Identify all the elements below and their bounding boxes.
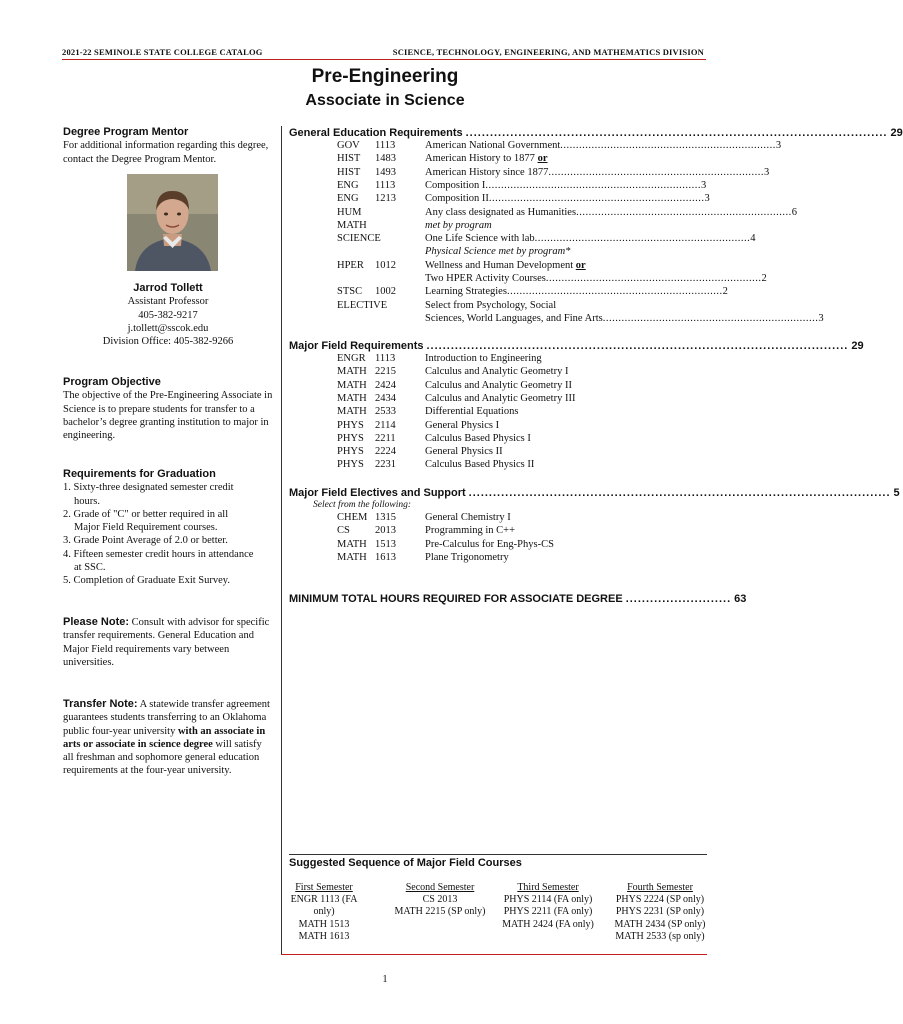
sequence-course: PHYS 2224 (SP only) xyxy=(615,894,705,906)
transfer-note-text-2: will satisfy all freshman and sophomore general education requirements at the four-year university. xyxy=(63,738,262,777)
course-title: Calculus and Analytic Geometry I xyxy=(425,366,569,378)
gen-ed-rows xyxy=(289,139,824,329)
course-title: Any class designated as Humanities xyxy=(425,206,577,218)
course-hours: 3 xyxy=(704,193,710,205)
or-connector: or xyxy=(537,153,548,165)
course-description xyxy=(425,419,657,432)
course-description xyxy=(425,392,657,405)
graduation-item: Major Field Requirement courses. xyxy=(74,522,218,534)
course-hours: 2 xyxy=(722,286,728,298)
course-description xyxy=(425,538,657,551)
page-subtitle: Associate in Science xyxy=(305,92,465,109)
course-title: American History since 1877 xyxy=(425,166,549,178)
course-hours: 4 xyxy=(750,233,756,245)
course-hours: 2 xyxy=(761,273,767,284)
sequence-course: MATH 1613 xyxy=(298,930,350,942)
course-title: American National Government xyxy=(425,140,561,151)
major-rows xyxy=(289,352,707,477)
leader-dots: ........................................................................................................ xyxy=(426,340,849,352)
course-title: Composition II xyxy=(425,193,489,205)
transfer-note-text: A statewide transfer agreement guarantees students transferring to an Oklahoma public four-year university xyxy=(63,699,270,737)
course-description xyxy=(425,152,657,165)
mentor-contact xyxy=(63,282,273,348)
sequence-rule xyxy=(289,854,707,855)
graduation-section xyxy=(63,468,273,588)
semester-heading: Third Semester xyxy=(517,882,579,893)
course-description xyxy=(425,511,657,524)
course-description xyxy=(425,192,710,205)
gen-ed-title: General Education Requirements xyxy=(289,127,463,139)
sequence-course: MATH 2533 (sp only) xyxy=(615,930,705,942)
graduation-item: 1. Sixty-three designated semester credit xyxy=(63,482,234,494)
or-connector: or xyxy=(575,259,586,271)
sequence-column xyxy=(608,882,712,943)
course-title: Composition I xyxy=(425,179,486,191)
course-number: 2114 xyxy=(375,419,396,431)
course-subject: ELECTIVE xyxy=(337,299,388,311)
leader-dots: ..................................................................... xyxy=(548,166,764,178)
course-title: Select from Psychology, Social xyxy=(425,299,557,311)
course-description xyxy=(425,312,824,325)
minimum-hours: 63 xyxy=(734,593,747,605)
transfer-note-bold: with an associate in arts or associate in science degree xyxy=(63,725,266,750)
objective-text: The objective of the Pre-Engineering Associate in Science is to prepare students for transfer to a bachelor’s degree granting institution to major in engineering. xyxy=(63,390,273,442)
mentor-role: Assistant Professor xyxy=(127,296,209,308)
course-subject: GOV xyxy=(337,140,360,151)
course-subject: CHEM xyxy=(337,512,368,523)
sequence-course: CS 2013 xyxy=(422,894,458,906)
sequence-column xyxy=(498,882,598,931)
course-title: Learning Strategies xyxy=(425,286,507,298)
major-hours: 29 xyxy=(851,340,864,352)
course-hours: 6 xyxy=(791,206,797,218)
course-subject: MATH xyxy=(337,379,367,391)
sequence-course: PHYS 2114 (FA only) xyxy=(503,894,593,906)
course-title: General Physics I xyxy=(425,419,500,431)
course-title: Two HPER Activity Courses xyxy=(425,273,546,284)
course-description xyxy=(425,458,657,471)
course-description xyxy=(425,206,797,219)
mentor-phone: 405-382-9217 xyxy=(138,309,198,321)
course-subject: ENG xyxy=(337,179,359,191)
electives-section xyxy=(289,487,900,571)
course-number: 2533 xyxy=(375,406,396,418)
column-divider xyxy=(281,126,282,954)
course-description xyxy=(425,551,657,564)
course-subject: PHYS xyxy=(337,446,364,458)
division-office: Division Office: 405-382-9266 xyxy=(102,336,234,348)
course-subject: HPER xyxy=(337,259,364,271)
sequence-course: MATH 2424 (FA only) xyxy=(502,918,594,930)
electives-title: Major Field Electives and Support xyxy=(289,487,466,499)
course-subject: MATH xyxy=(337,551,367,563)
course-number: 2231 xyxy=(375,459,396,471)
course-hours: 3 xyxy=(763,166,770,178)
mentor-heading: Degree Program Mentor xyxy=(63,126,189,138)
course-description xyxy=(425,432,657,445)
minimum-heading xyxy=(289,593,747,605)
course-number: 1513 xyxy=(375,538,396,550)
sequence-column xyxy=(386,882,494,919)
course-number: 2424 xyxy=(375,379,396,391)
course-title: General Physics II xyxy=(425,446,503,458)
course-description xyxy=(425,299,657,312)
course-hours: 3 xyxy=(818,312,824,324)
course-title: Programming in C++ xyxy=(425,525,516,537)
course-description xyxy=(425,139,782,152)
course-number: 1315 xyxy=(375,512,396,523)
course-description xyxy=(425,445,657,458)
mentor-section xyxy=(63,126,273,166)
mentor-name: Jarrod Tollett xyxy=(133,282,203,294)
semester-heading: Fourth Semester xyxy=(627,882,693,893)
graduation-item: 5. Completion of Graduate Exit Survey. xyxy=(63,575,230,587)
semester-heading: First Semester xyxy=(295,882,353,893)
course-number: 2224 xyxy=(375,446,396,458)
course-description xyxy=(425,179,707,192)
major-section xyxy=(289,340,864,477)
leader-dots: ..................................................................... xyxy=(560,140,776,151)
course-number: 2434 xyxy=(375,392,396,404)
course-title: Introduction to Engineering xyxy=(425,353,542,364)
course-description xyxy=(425,219,657,232)
gen-ed-heading xyxy=(289,127,903,139)
course-title: Wellness and Human Development xyxy=(425,259,574,271)
course-title: met by program xyxy=(425,219,492,231)
semester-heading: Second Semester xyxy=(405,882,475,893)
course-subject: PHYS xyxy=(337,432,364,444)
course-hours: 3 xyxy=(775,140,782,151)
sequence-course: MATH 1513 xyxy=(298,918,350,930)
course-number: 1113 xyxy=(375,353,396,364)
course-title: Differential Equations xyxy=(425,406,519,418)
major-heading xyxy=(289,340,864,352)
division-header: SCIENCE, TECHNOLOGY, ENGINEERING, AND MATHEMATICS DIVISION xyxy=(392,47,704,57)
course-description xyxy=(425,379,657,392)
course-title: Calculus and Analytic Geometry II xyxy=(425,379,572,391)
course-number: 1483 xyxy=(375,153,396,165)
graduation-item: 3. Grade Point Average of 2.0 or better. xyxy=(63,535,228,547)
sequence-table xyxy=(282,882,712,952)
course-number: 1213 xyxy=(375,193,396,205)
please-note-label: Please Note: xyxy=(63,616,130,628)
sequence-course: MATH 2215 (SP only) xyxy=(394,906,486,918)
course-subject: MATH xyxy=(337,219,367,231)
course-hours: 3 xyxy=(701,179,707,191)
transfer-note xyxy=(63,698,273,778)
leader-dots: ..................................................................... xyxy=(534,233,751,245)
course-subject: PHYS xyxy=(337,419,364,431)
sequence-section xyxy=(289,857,707,869)
course-description xyxy=(425,352,657,365)
course-number: 1113 xyxy=(375,179,396,191)
course-subject: ENG xyxy=(337,193,359,205)
sequence-course: PHYS 2231 (SP only) xyxy=(615,906,705,918)
sequence-course: ENGR 1113 (FA only) xyxy=(290,894,358,918)
course-subject: MATH xyxy=(337,366,367,378)
course-number: 1012 xyxy=(375,259,396,271)
course-subject: ENGR xyxy=(337,353,366,364)
leader-dots: .......................... xyxy=(625,593,732,605)
course-title: Physical Science met by program* xyxy=(425,246,571,258)
course-title: General Chemistry I xyxy=(425,512,511,523)
minimum-total xyxy=(289,593,747,605)
course-subject: STSC xyxy=(337,286,363,298)
course-subject: MATH xyxy=(337,538,367,550)
course-subject: HIST xyxy=(337,166,361,178)
course-subject: CS xyxy=(337,525,350,537)
course-title: Calculus Based Physics I xyxy=(425,432,531,444)
leader-dots: ..................................................................... xyxy=(602,312,819,324)
transfer-note-label: Transfer Note: xyxy=(63,698,138,710)
course-description xyxy=(425,259,657,272)
graduation-item: 2. Grade of "C" or better required in all xyxy=(63,508,229,520)
sequence-course: MATH 2434 (SP only) xyxy=(614,918,706,930)
leader-dots: ..................................................................... xyxy=(545,273,762,284)
course-number: 2215 xyxy=(375,366,396,378)
page-title: Pre-Engineering xyxy=(311,66,459,87)
leader-dots: ..................................................................... xyxy=(485,179,702,191)
course-number: 1113 xyxy=(375,140,396,151)
graduation-item: at SSC. xyxy=(74,562,106,574)
course-number: 1613 xyxy=(375,551,396,563)
leader-dots: ..................................................................... xyxy=(576,206,792,218)
leader-dots: ........................................................................................................ xyxy=(465,127,888,139)
sequence-column xyxy=(282,882,366,943)
course-description xyxy=(425,365,657,378)
course-description xyxy=(425,232,756,245)
course-description xyxy=(425,272,767,285)
minimum-label: MINIMUM TOTAL HOURS REQUIRED FOR ASSOCIATE DEGREE xyxy=(289,593,623,605)
course-title: Sciences, World Languages, and Fine Arts xyxy=(425,312,603,324)
sequence-course: PHYS 2211 (FA only) xyxy=(503,906,593,918)
graduation-item: hours. xyxy=(74,495,100,507)
course-number: 1493 xyxy=(375,166,396,178)
course-description xyxy=(425,524,657,537)
course-subject: HIST xyxy=(337,153,361,165)
course-number: 2013 xyxy=(375,525,396,537)
sequence-heading: Suggested Sequence of Major Field Courses xyxy=(289,857,522,869)
course-description xyxy=(425,285,728,298)
please-note xyxy=(63,616,273,669)
major-title: Major Field Requirements xyxy=(289,340,424,352)
catalog-header: 2021-22 SEMINOLE STATE COLLEGE CATALOG xyxy=(62,47,263,57)
graduation-heading: Requirements for Graduation xyxy=(63,468,216,480)
course-subject: MATH xyxy=(337,392,367,404)
course-title: One Life Science with lab xyxy=(425,233,535,245)
electives-rows xyxy=(289,511,707,571)
please-note-text: Consult with advisor for specific transfer requirements. General Education and Major Field requirements vary between universities. xyxy=(63,617,270,668)
person-photo-icon xyxy=(127,174,218,271)
mentor-photo xyxy=(127,174,218,271)
electives-hours: 5 xyxy=(893,487,900,499)
leader-dots: ..................................................................... xyxy=(488,193,705,205)
course-title: Plane Trigonometry xyxy=(425,551,509,563)
course-subject: SCIENCE xyxy=(337,233,381,245)
electives-note: Select from the following: xyxy=(313,500,412,510)
course-title: Pre-Calculus for Eng-Phys-CS xyxy=(425,538,554,550)
gen-ed-section xyxy=(289,127,903,329)
mentor-email[interactable]: j.tollett@sscok.edu xyxy=(127,322,209,334)
course-number: 2211 xyxy=(375,432,396,444)
electives-heading xyxy=(289,487,900,499)
course-title: Calculus and Analytic Geometry III xyxy=(425,392,576,404)
leader-dots: ........................................................................................................ xyxy=(468,487,891,499)
graduation-item: 4. Fifteen semester credit hours in attendance xyxy=(63,548,254,560)
course-title: Calculus Based Physics II xyxy=(425,459,535,471)
objective-heading: Program Objective xyxy=(63,376,161,388)
objective-section xyxy=(63,376,273,442)
gen-ed-hours: 29 xyxy=(890,127,903,139)
footer-rule xyxy=(281,954,707,955)
course-number: 1002 xyxy=(375,286,396,298)
header-rule xyxy=(62,59,706,60)
course-description xyxy=(425,245,657,258)
course-description xyxy=(425,166,770,179)
course-subject: MATH xyxy=(337,406,367,418)
mentor-text: For additional information regarding this degree, contact the Degree Program Mentor. xyxy=(63,140,269,165)
page-number: 1 xyxy=(382,974,388,985)
course-subject: PHYS xyxy=(337,459,364,471)
course-description xyxy=(425,405,657,418)
leader-dots: ..................................................................... xyxy=(506,286,723,298)
course-title: American History to 1877 xyxy=(425,153,535,165)
course-subject: HUM xyxy=(337,206,362,218)
